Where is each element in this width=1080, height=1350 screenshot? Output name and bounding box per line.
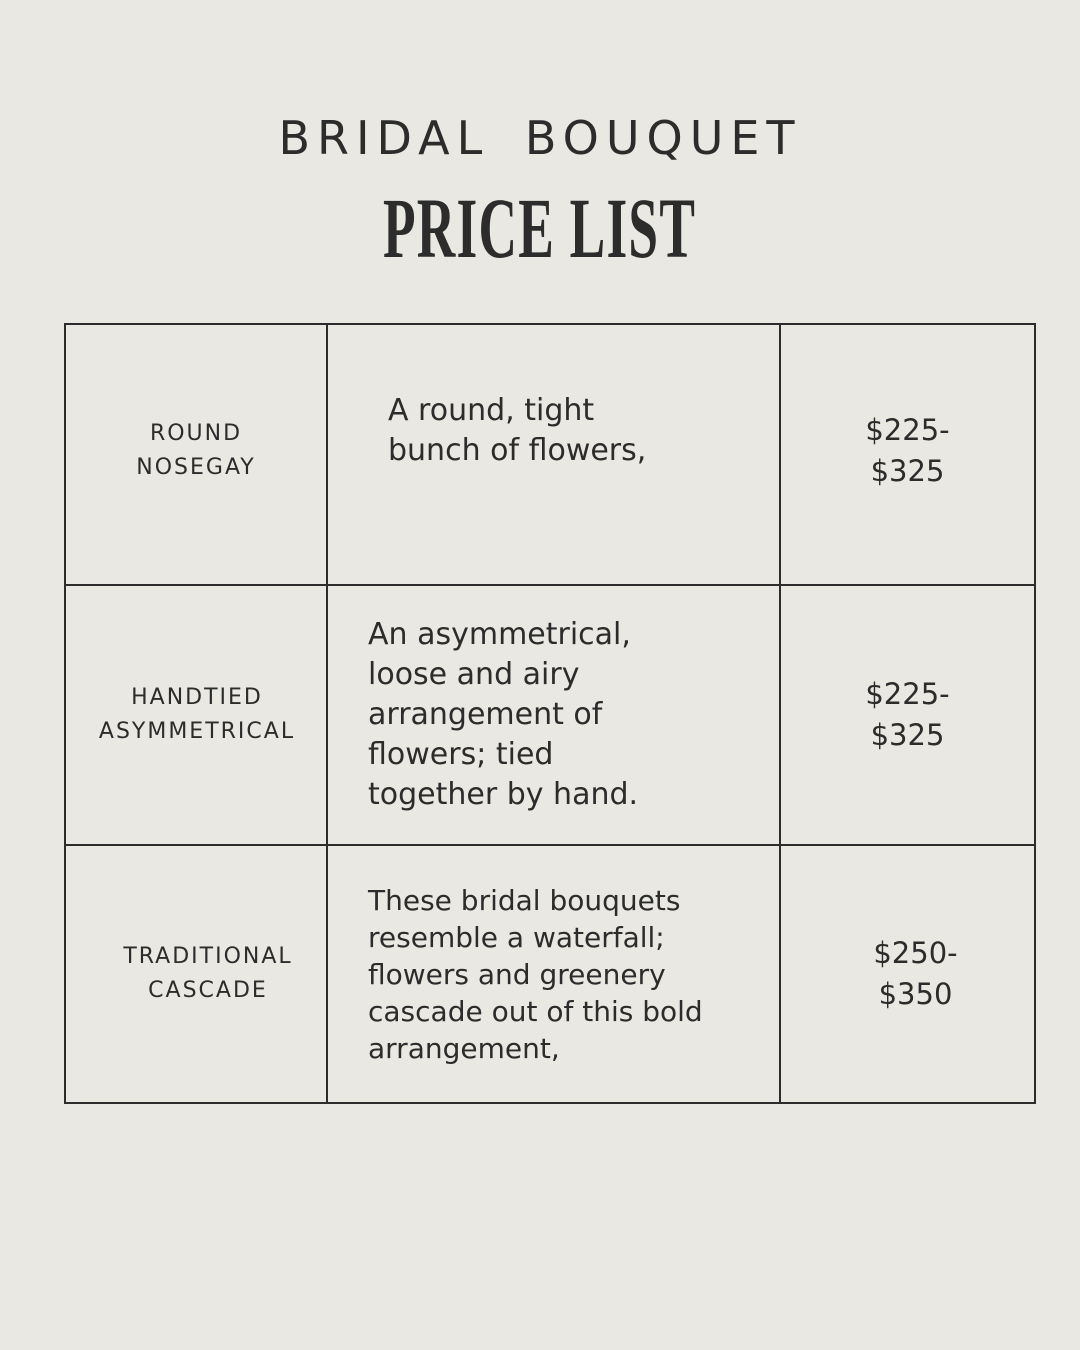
bouquet-price-line: $325 [870,453,945,488]
page-title: BRIDAL BOUQUET [278,111,802,165]
bouquet-description: A round, tight bunch of flowers, [388,392,647,468]
bouquet-price-line: $250- [873,936,958,970]
table-row [65,324,1035,585]
page-subtitle-text: PRICE LIST [383,180,697,276]
bouquet-name-line: CASCADE [148,978,268,1003]
bouquet-name-line: NOSEGAY [136,454,256,480]
page-subtitle [0,182,1080,274]
bouquet-name-line: ASYMMETRICAL [98,719,296,744]
bouquet-price-line: $225- [865,412,950,447]
bouquet-name-line: TRADITIONAL [123,944,293,969]
bouquet-name-cell [65,845,327,1103]
table-row [65,585,1035,845]
bouquet-price-line: $325 [870,718,945,752]
price-table [64,323,1036,1104]
bouquet-name-cell [65,585,327,845]
bouquet-description-cell [327,845,780,1103]
bouquet-price-cell [780,585,1035,845]
bouquet-price-line: $225- [865,677,950,711]
bouquet-price-cell [780,845,1035,1103]
bouquet-price-cell [780,324,1035,585]
bouquet-name-cell [65,324,327,585]
bouquet-description: These bridal bouquets resemble a waterfall; flowers and greenery cascade out of this bold arrangement, [368,883,703,1065]
table-row [65,845,1035,1103]
bouquet-description: An asymmetrical, loose and airy arrangement of flowers; tied together by hand. [368,617,639,812]
bouquet-name-line: ROUND [149,420,243,446]
bouquet-description-cell [327,324,780,585]
bouquet-name-line: HANDTIED [131,685,263,710]
bouquet-description-cell [327,585,780,845]
bouquet-price-line: $350 [878,977,953,1011]
